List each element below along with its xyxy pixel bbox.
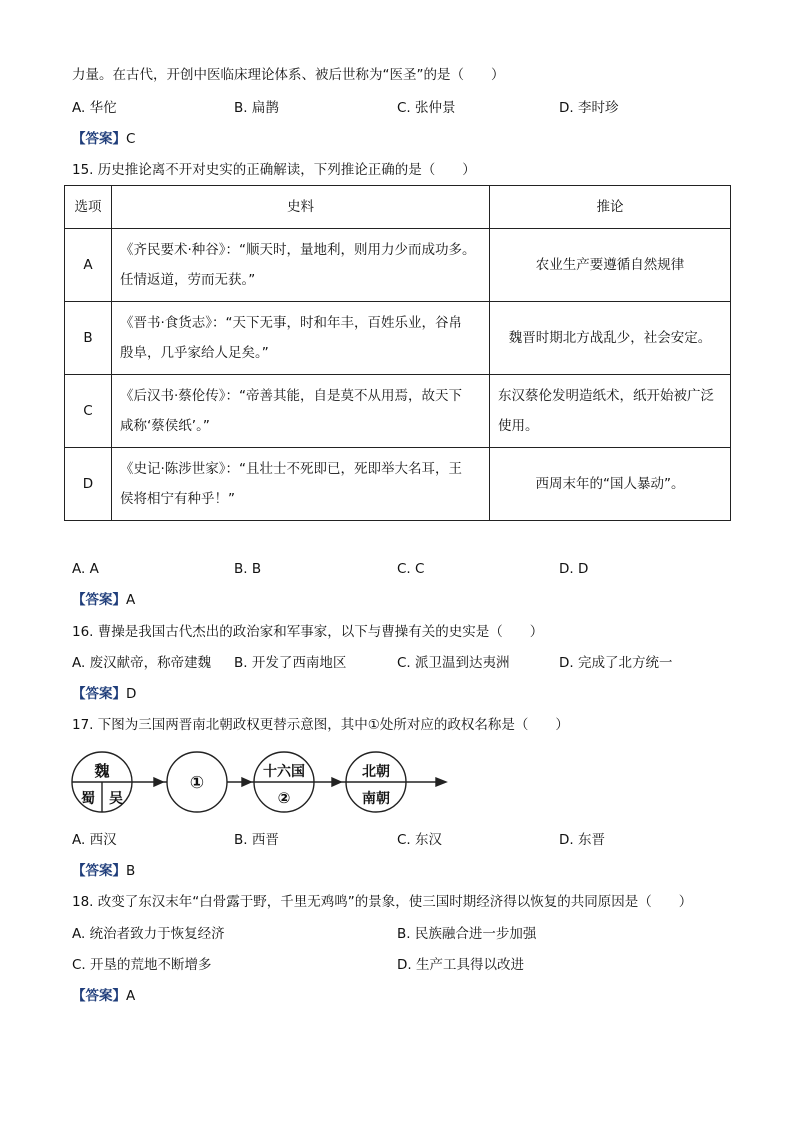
source-line: 《齐民要术·种谷》：“顺天时，量地利，则用力少而成功多。 [120,242,476,258]
q15-option-a: A. A [72,561,99,577]
header-inference: 推论 [490,186,731,229]
q14-answer [72,130,135,148]
answer-value: B [126,863,136,879]
row-inference: 魏晋时期北方战乱少，社会安定。 [490,302,731,375]
q17-stem: 17. 下图为三国两晋南北朝政权更替示意图，其中①处所对应的政权名称是（ ） [72,717,569,733]
source-line: 《后汉书·蔡伦传》：“帝善其能，自是莫不从用焉，故天下 [120,388,463,404]
q15-stem: 15. 历史推论离不开对史实的正确解读，下列推论正确的是（ ） [72,162,476,178]
inference-line: 东汉蔡伦发明造纸术，纸开始被广泛 [498,388,714,404]
label-southern-dynasties: 南朝 [362,791,390,807]
header-source: 史料 [112,186,490,229]
answer-label: 【答案】 [72,863,126,879]
q15-option-d: D. D [559,561,589,577]
q17-option-d: D. 东晋 [559,832,605,848]
q17-option-b: B. 西晋 [234,832,279,848]
regime-succession-diagram [70,748,450,818]
q18-option-b: B. 民族融合进一步加强 [397,926,537,942]
answer-value: A [126,988,136,1004]
q16-answer [72,685,136,703]
table-row [65,302,731,375]
row-option: A [65,229,112,302]
table-header-row [65,186,731,229]
q18-stem: 18. 改变了东汉末年“白骨露于野，千里无鸡鸣”的景象，使三国时期经济得以恢复的共同原因是（ ） [72,894,693,910]
source-line: 侯将相宁有种乎！” [120,491,235,507]
q15-option-b: B. B [234,561,262,577]
q15-options [72,560,732,578]
q15-answer [72,591,135,609]
q16-option-a: A. 废汉献帝，称帝建魏 [72,655,212,671]
source-line: 任情返道，劳而无获。” [120,272,256,288]
arrow-head-2 [242,778,251,786]
label-wu: 吴 [109,791,123,807]
source-line: 《史记·陈涉世家》：“且壮士不死即已，死即举大名耳，王 [120,461,463,477]
answer-label: 【答案】 [72,131,126,147]
row-option: C [65,375,112,448]
label-wei: 魏 [94,762,110,780]
q18-options-row2 [72,956,732,974]
q17-options [72,831,732,849]
row-option: D [65,448,112,521]
source-line: 殷阜，几乎家给人足矣。” [120,345,269,361]
row-source [112,229,490,302]
q16-option-c: C. 派卫温到达夷洲 [397,655,510,671]
q15-table [64,185,731,521]
q14-stem: 力量。在古代，开创中医临床理论体系、被后世称为“医圣”的是（ ） [72,67,505,83]
answer-value: D [126,686,137,702]
row-option: B [65,302,112,375]
header-option: 选项 [65,186,112,229]
answer-label: 【答案】 [72,686,126,702]
table-row [65,448,731,521]
arrow-head-3 [332,778,341,786]
q16-stem: 16. 曹操是我国古代杰出的政治家和军事家，以下与曹操有关的史实是（ ） [72,624,544,640]
answer-value: A [126,592,136,608]
row-inference [490,375,731,448]
arrow-head-4 [436,778,446,786]
answer-label: 【答案】 [72,988,126,1004]
q16-options [72,654,732,672]
q18-option-d: D. 生产工具得以改进 [397,957,524,973]
q14-options [72,99,732,117]
q18-option-a: A. 统治者致力于恢复经济 [72,926,225,942]
arrow-head-1 [154,778,163,786]
label-shu: 蜀 [81,791,95,807]
q14-option-d: D. 李时珍 [559,100,619,116]
row-inference: 西周末年的“国人暴动”。 [490,448,731,521]
q14-option-a: A. 华佗 [72,100,117,116]
table-row [65,229,731,302]
q14-option-b: B. 扁鹊 [234,100,279,116]
label-circle-1: ① [189,773,205,793]
label-sixteen-kingdoms: 十六国 [263,764,305,780]
q14-option-c: C. 张仲景 [397,100,456,116]
row-source [112,375,490,448]
table-row [65,375,731,448]
q17-option-c: C. 东汉 [397,832,443,848]
answer-label: 【答案】 [72,592,126,608]
row-source [112,448,490,521]
source-line: 咸称‘蔡侯纸’。” [120,418,210,434]
row-source [112,302,490,375]
answer-value: C [126,131,136,147]
q18-options-row1 [72,925,732,943]
row-inference: 农业生产要遵循自然规律 [490,229,731,302]
label-northern-dynasties: 北朝 [362,764,390,780]
source-line: 《晋书·食货志》：“天下无事，时和年丰，百姓乐业，谷帛 [120,315,463,331]
q18-option-c: C. 开垦的荒地不断增多 [72,957,212,973]
label-circle-2: ② [277,789,291,807]
q15-option-c: C. C [397,561,425,577]
q17-option-a: A. 西汉 [72,832,117,848]
inference-line: 使用。 [498,418,539,434]
q18-answer [72,987,135,1005]
q16-option-b: B. 开发了西南地区 [234,655,347,671]
q17-answer [72,862,135,880]
q16-option-d: D. 完成了北方统一 [559,655,673,671]
